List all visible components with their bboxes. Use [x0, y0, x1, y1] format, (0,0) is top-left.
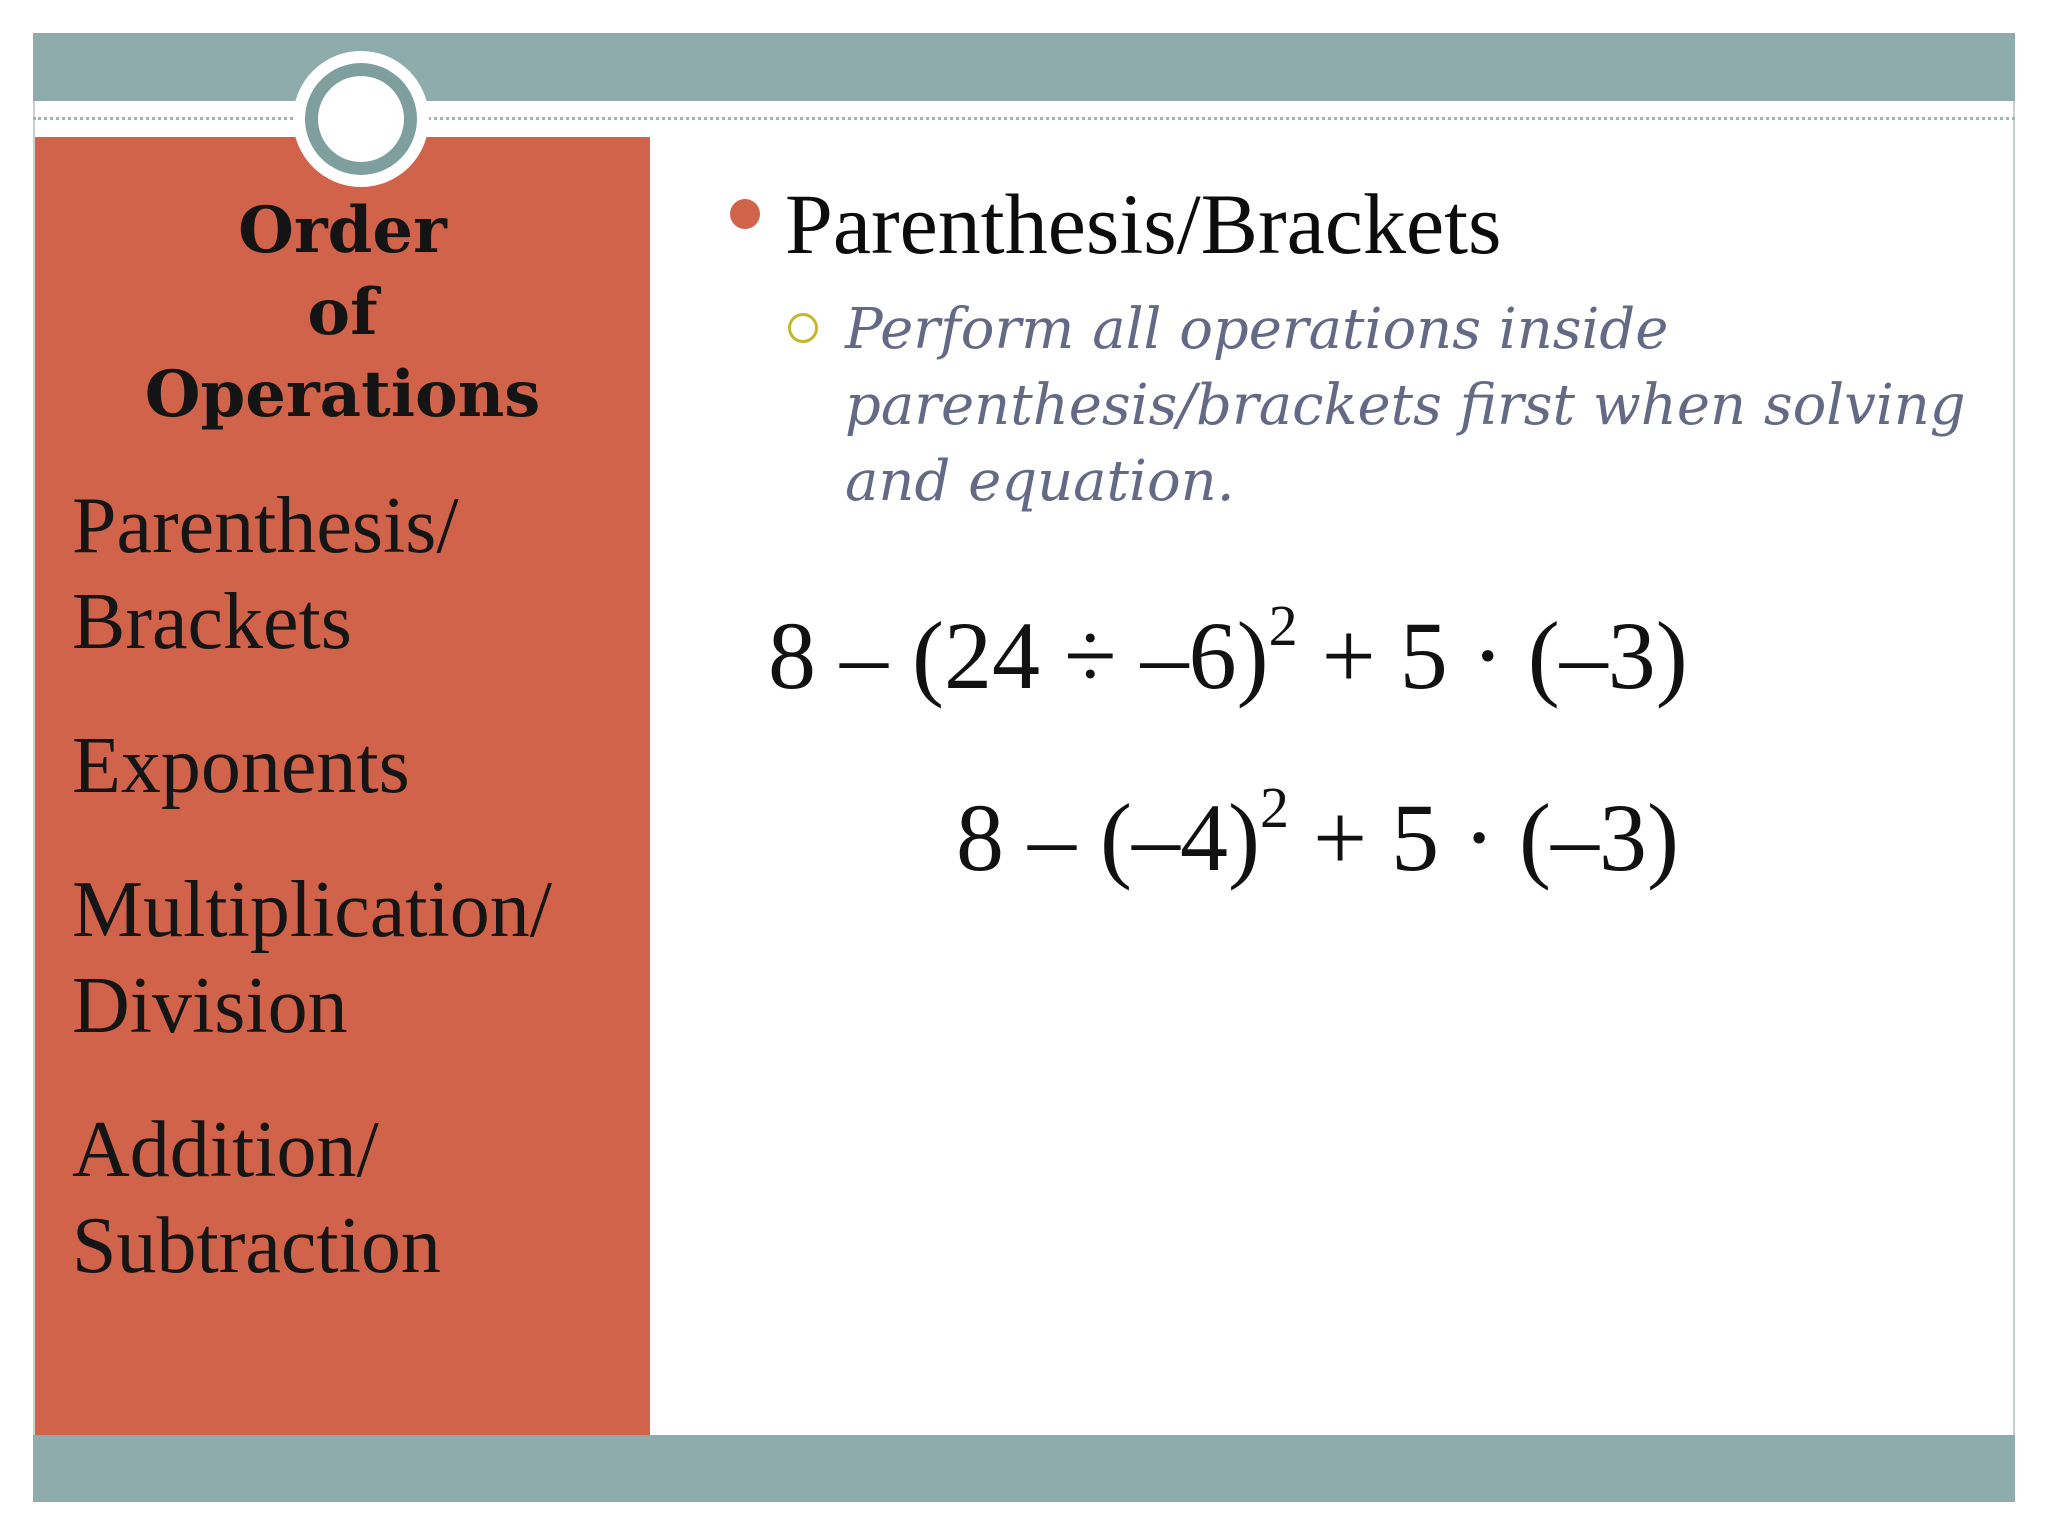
sidebar-item-label: Addition/ [72, 1106, 379, 1194]
circle-ornament-center [318, 76, 404, 162]
bullet-dot-icon [730, 199, 760, 229]
sub-bullet-text [845, 292, 1975, 520]
sidebar-item-multiplication [72, 862, 552, 1054]
sidebar-title-line: of [307, 275, 378, 350]
bottom-decorative-band [33, 1435, 2015, 1502]
sidebar-item-addition [72, 1102, 441, 1294]
equation-part: + 5 · (–3) [1297, 602, 1688, 709]
sub-bullet-ring-icon [788, 313, 818, 343]
equation-part: 8 – (24 ÷ –6) [768, 602, 1269, 709]
sub-bullet-line: and equation. [845, 449, 1235, 514]
equation-part: + 5 · (–3) [1288, 784, 1679, 891]
sidebar-item-parenthesis [72, 478, 459, 670]
sidebar-item-label: Exponents [72, 722, 410, 810]
sidebar-item-label: Division [72, 962, 348, 1050]
equation-exponent: 2 [1259, 775, 1289, 840]
sidebar-title [35, 190, 650, 436]
sidebar-title-line: Order [238, 193, 447, 268]
equation-step-2 [956, 775, 1679, 893]
sidebar-item-label: Brackets [72, 578, 352, 666]
sub-bullet-line: parenthesis/brackets first when solving [845, 373, 1966, 438]
sidebar-title-line: Operations [144, 357, 541, 432]
sidebar-item-label: Multiplication/ [72, 866, 552, 954]
sidebar-item-label: Subtraction [72, 1202, 441, 1290]
sub-bullet-line: Perform all operations inside [845, 297, 1669, 362]
sidebar-item-exponents [72, 718, 410, 814]
equation-part: 8 – (–4) [956, 784, 1260, 891]
sidebar-item-label: Parenthesis/ [72, 482, 459, 570]
equation-exponent: 2 [1268, 593, 1298, 658]
slide-heading: Parenthesis/Brackets [785, 176, 1502, 272]
equation-step-1 [768, 593, 1688, 711]
